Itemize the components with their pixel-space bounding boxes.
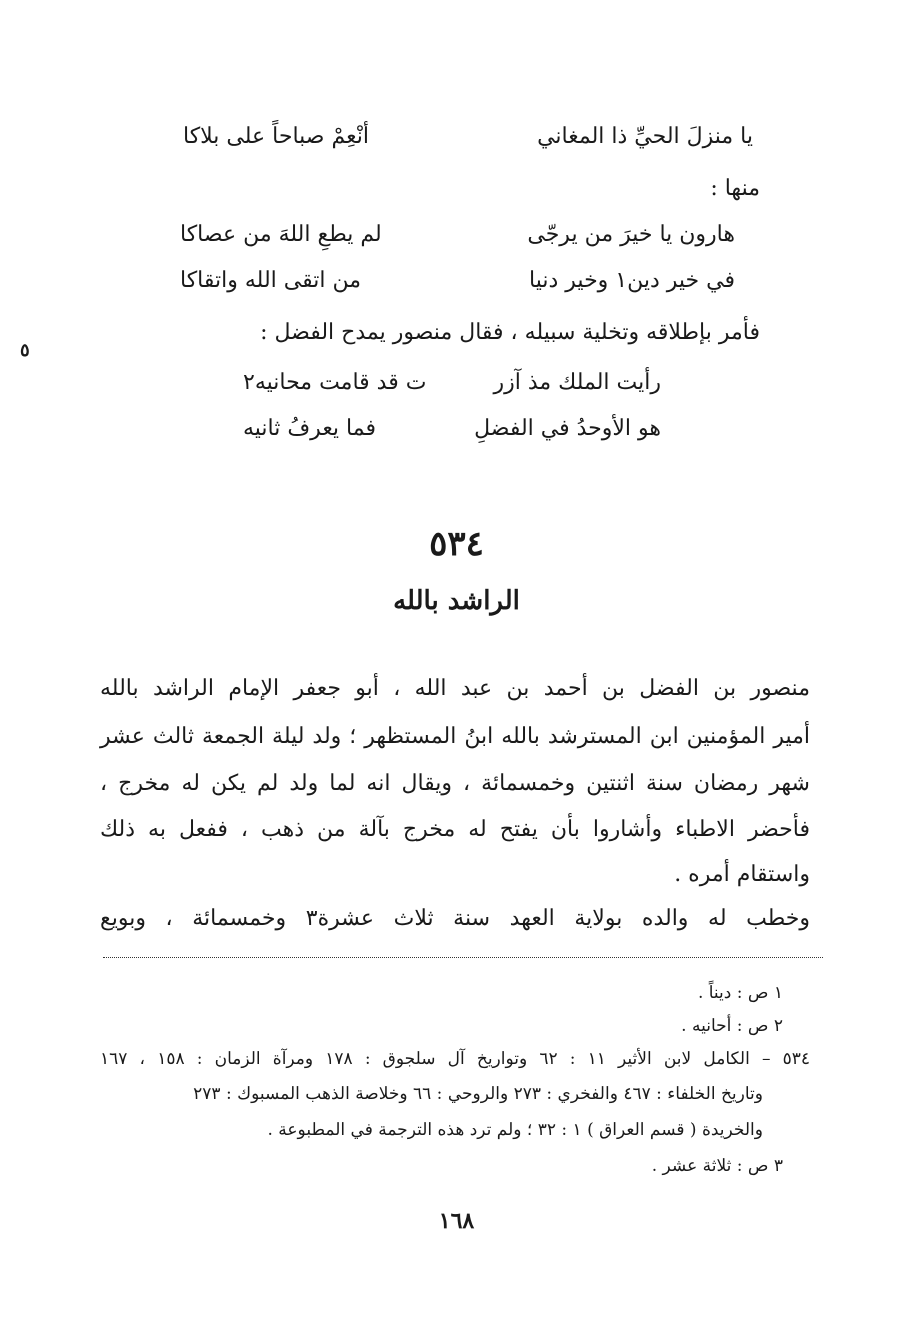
margin-mark: ٥ <box>20 340 30 361</box>
entry-number: ٥٣٤ <box>429 524 484 564</box>
footnote-1: ١ ص : ديناً . <box>697 983 783 1003</box>
entry-title: الراشد بالله <box>393 586 520 616</box>
hemistich-first: هو الأوحدُ في الفضلِ <box>474 416 661 441</box>
hemistich-second: فما يعرفُ ثانيه <box>243 416 376 441</box>
body-line-6: وخطب له والده بولاية العهد سنة ثلاث عشرة٣ وخمسمائة ، وبويع <box>100 906 811 931</box>
body-line-3: شهر رمضان سنة اثنتين وخمسمائة ، ويقال انه لما ولد لم يكن له مخرج ، <box>100 771 810 796</box>
footnote-3: ٣ ص : ثلاثة عشر . <box>651 1156 783 1176</box>
body-line-2: أمير المؤمنين ابن المسترشد بالله ابنُ المستظهر ؛ ولد ليلة الجمعة ثالث عشر <box>100 724 810 749</box>
body-line-4: فأحضر الاطباء وأشاروا بأن يفتح له مخرج بآلة من ذهب ، ففعل به ذلك <box>100 817 810 842</box>
poem1-verse1 <box>183 124 753 149</box>
poem3-verse1 <box>243 370 661 395</box>
poem3-verse2 <box>243 416 661 441</box>
hemistich-second: ت قد قامت محانيه٢ <box>243 370 427 395</box>
footnote-534-line-2: وتاريخ الخلفاء : ٤٦٧ والفخري : ٢٧٣ والروحي : ٦٦ وخلاصة الذهب المسبوك : ٢٧٣ <box>193 1084 763 1104</box>
poem2-verse1 <box>180 222 735 247</box>
footnote-separator <box>103 957 823 958</box>
footnote-534-line-3: والخريدة ( قسم العراق ) ١ : ٣٢ ؛ ولم ترد هذه الترجمة في المطبوعة . <box>267 1120 763 1140</box>
footnote-2: ٢ ص : أحانيه . <box>681 1016 783 1036</box>
hemistich-second: لم يطعِ اللهَ من عصاكا <box>180 222 382 247</box>
footnote-534-line-1: ٥٣٤ – الكامل لابن الأثير ١١ : ٦٢ وتواريخ آل سلجوق : ١٧٨ ومرآة الزمان : ١٥٨ ، ١٦٧ <box>100 1049 810 1069</box>
body-line-1: منصور بن الفضل بن أحمد بن عبد الله ، أبو جعفر الإمام الراشد بالله <box>100 676 810 701</box>
hemistich-first: في خير دين١ وخير دنيا <box>529 268 735 293</box>
poem2-intro: منها : <box>710 176 760 201</box>
hemistich-first: هارون يا خيرَ من يرجّى <box>527 222 735 247</box>
hemistich-first: يا منزلَ الحيِّ ذا المغاني <box>537 124 753 149</box>
page-number: ١٦٨ <box>438 1208 475 1234</box>
poem2-verse2 <box>180 268 735 293</box>
body-line-5: واستقام أمره . <box>674 862 810 887</box>
hemistich-second: من اتقى الله واتقاكا <box>180 268 361 293</box>
hemistich-first: رأيت الملك مذ آزر <box>493 370 661 395</box>
poem3-intro: فأمر بإطلاقه وتخلية سبيله ، فقال منصور يمدح الفضل : <box>260 320 760 345</box>
hemistich-second: أنْعِمْ صباحاً على بلاكا <box>183 124 369 149</box>
